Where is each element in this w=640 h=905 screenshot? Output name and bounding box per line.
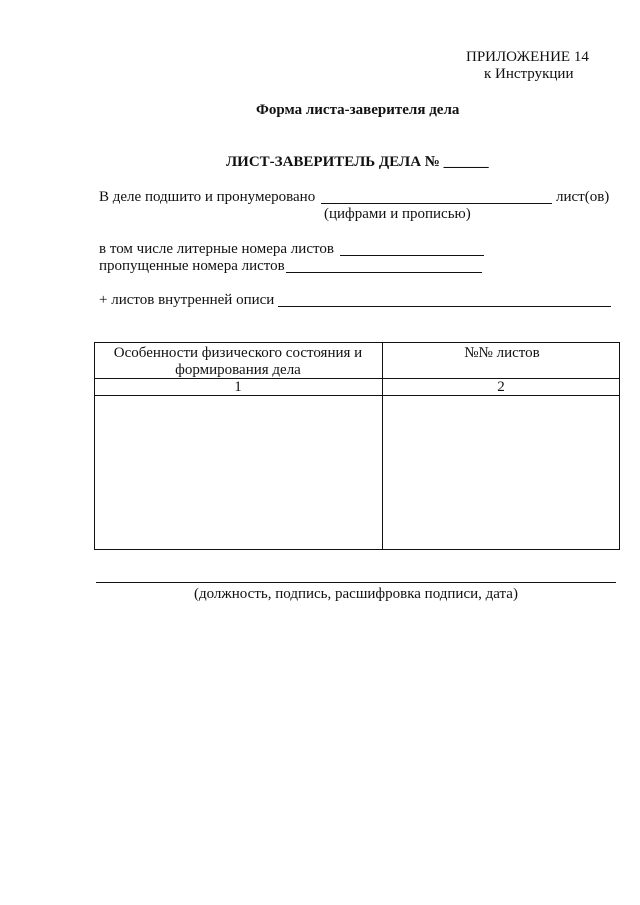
inventory-label: + листов внутренней описи: [99, 292, 275, 308]
filed-count-line: [321, 203, 552, 204]
filed-hint: (цифрами и прописью): [324, 206, 471, 222]
table-header-condition: Особенности физического состояния и формирования дела: [113, 345, 363, 378]
skipped-numbers-label: пропущенные номера листов: [99, 258, 285, 274]
filed-label: В деле подшито и пронумеровано: [99, 189, 316, 205]
sheet-title: ЛИСТ-ЗАВЕРИТЕЛЬ ДЕЛА № ______: [226, 154, 489, 170]
form-title: Форма листа-заверителя дела: [256, 102, 460, 118]
table-header-sheet-numbers: №№ листов: [464, 345, 540, 361]
inventory-line: [278, 306, 611, 307]
sheets-suffix: лист(ов): [556, 189, 610, 205]
signature-hint: (должность, подпись, расшифровка подписи, дата): [194, 586, 518, 602]
skipped-numbers-line: [286, 272, 482, 273]
table-col2-number: 2: [497, 379, 505, 395]
table-col1-number: 1: [234, 379, 242, 395]
letter-numbers-line: [340, 255, 484, 256]
table-column-divider: [382, 342, 383, 550]
instruction-label: к Инструкции: [484, 66, 574, 82]
signature-line: [96, 582, 616, 583]
appendix-label: ПРИЛОЖЕНИЕ 14: [466, 49, 589, 65]
letter-numbers-label: в том числе литерные номера листов: [99, 241, 334, 257]
